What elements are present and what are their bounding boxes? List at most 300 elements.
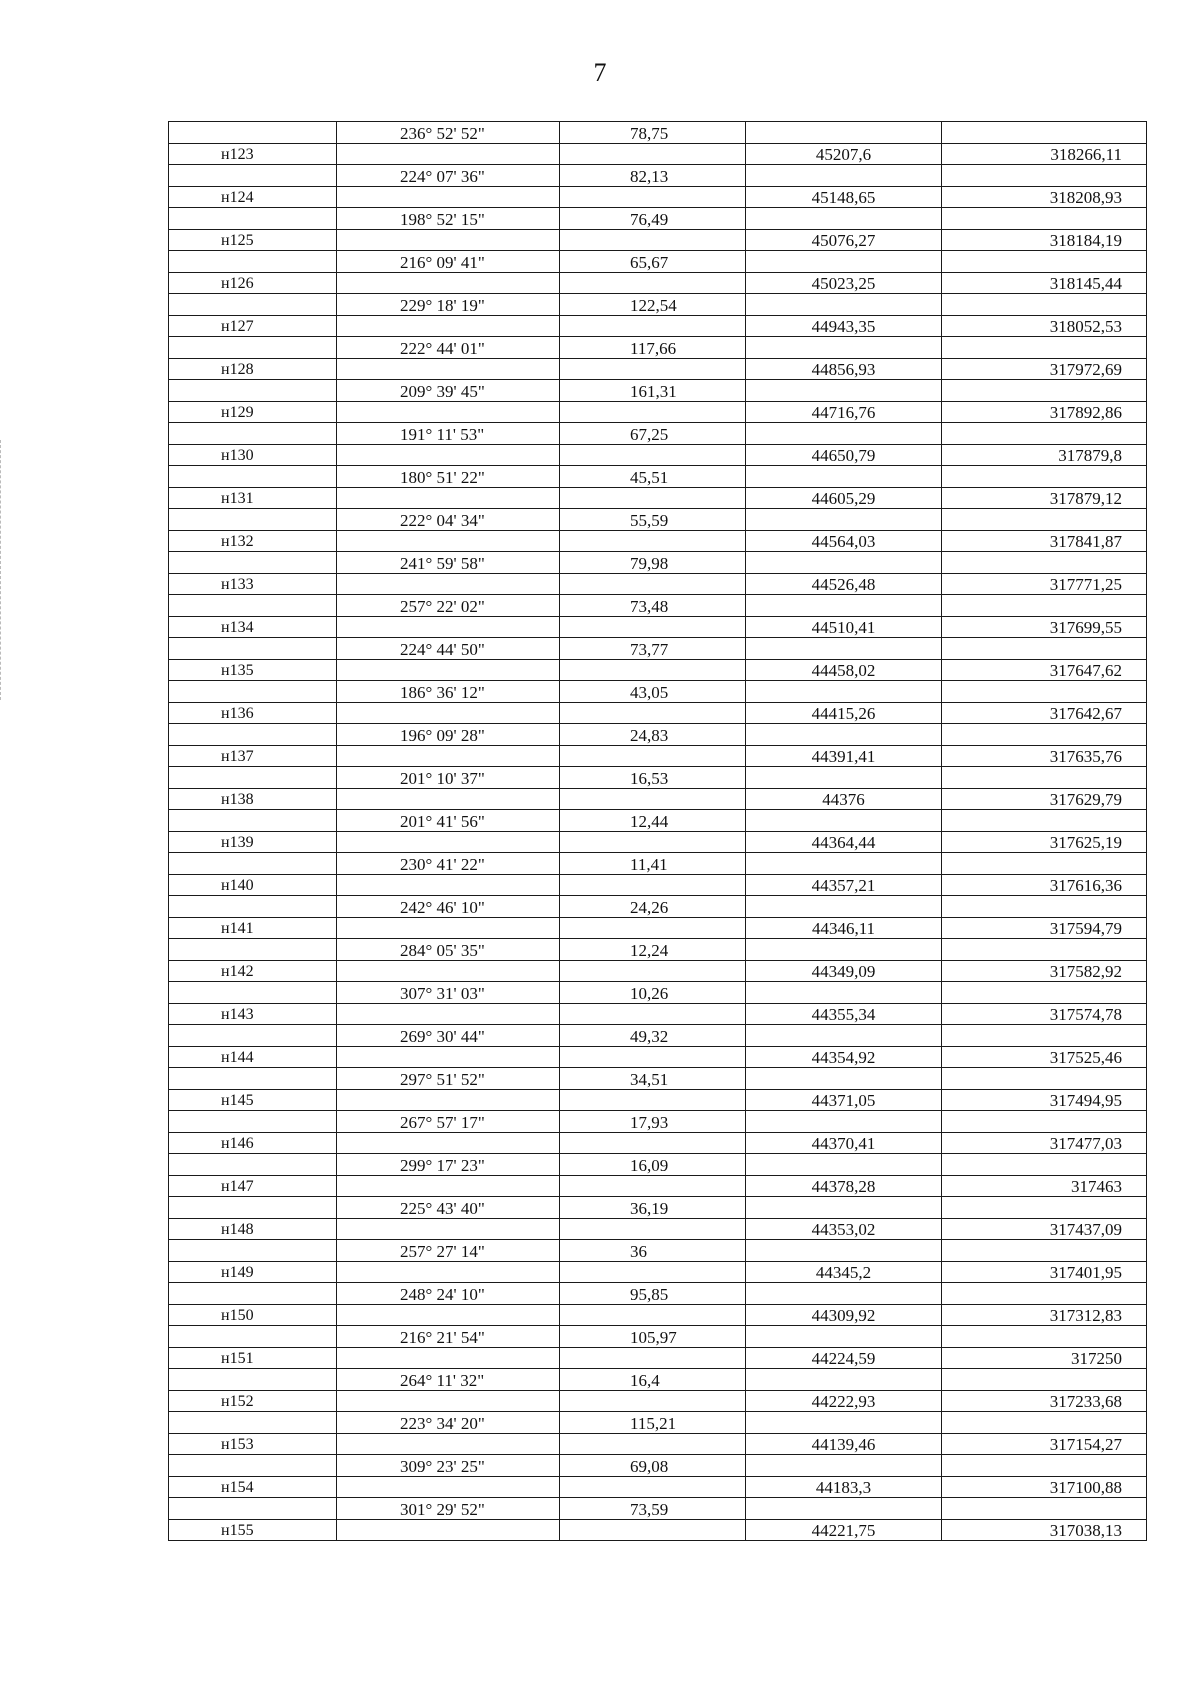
empty-cell <box>560 573 746 595</box>
direction-angle-cell: 307° 31' 03" <box>337 982 560 1004</box>
page-number: 7 <box>593 58 607 87</box>
point-row <box>169 745 1147 767</box>
point-row <box>169 487 1147 509</box>
empty-cell <box>746 767 942 789</box>
y-coordinate-cell: 317635,76 <box>942 745 1147 767</box>
distance-cell: 95,85 <box>560 1283 746 1305</box>
empty-cell <box>942 294 1147 316</box>
empty-cell <box>942 337 1147 359</box>
empty-cell <box>746 1111 942 1133</box>
empty-cell <box>942 122 1147 144</box>
point-id-cell: н148 <box>169 1218 337 1240</box>
empty-cell <box>746 251 942 273</box>
empty-cell <box>746 1455 942 1477</box>
distance-cell: 16,09 <box>560 1154 746 1176</box>
distance-cell: 17,93 <box>560 1111 746 1133</box>
segment-row <box>169 724 1147 746</box>
direction-angle-cell: 225° 43' 40" <box>337 1197 560 1219</box>
point-row <box>169 1304 1147 1326</box>
point-row <box>169 143 1147 165</box>
direction-angle-cell: 209° 39' 45" <box>337 380 560 402</box>
point-id-cell: н124 <box>169 186 337 208</box>
distance-cell: 73,59 <box>560 1498 746 1520</box>
empty-cell <box>942 251 1147 273</box>
empty-cell <box>337 831 560 853</box>
point-id-cell: н144 <box>169 1046 337 1068</box>
empty-cell <box>942 810 1147 832</box>
empty-cell <box>169 1455 337 1477</box>
segment-row <box>169 337 1147 359</box>
point-id-cell: н135 <box>169 659 337 681</box>
empty-cell <box>169 810 337 832</box>
direction-angle-cell: 201° 10' 37" <box>337 767 560 789</box>
distance-cell: 82,13 <box>560 165 746 187</box>
empty-cell <box>560 1218 746 1240</box>
empty-cell <box>560 358 746 380</box>
margin-scan-marks <box>0 440 4 700</box>
point-id-cell: н137 <box>169 745 337 767</box>
distance-cell: 73,48 <box>560 595 746 617</box>
empty-cell <box>560 1046 746 1068</box>
empty-cell <box>942 1240 1147 1262</box>
distance-cell: 69,08 <box>560 1455 746 1477</box>
x-coordinate-cell: 44345,2 <box>746 1261 942 1283</box>
y-coordinate-cell: 318052,53 <box>942 315 1147 337</box>
x-coordinate-cell: 44371,05 <box>746 1089 942 1111</box>
empty-cell <box>169 1412 337 1434</box>
empty-cell <box>169 982 337 1004</box>
point-id-cell: н154 <box>169 1476 337 1498</box>
y-coordinate-cell: 317038,13 <box>942 1519 1147 1541</box>
segment-row <box>169 208 1147 230</box>
empty-cell <box>560 960 746 982</box>
empty-cell <box>746 982 942 1004</box>
empty-cell <box>746 724 942 746</box>
empty-cell <box>169 1240 337 1262</box>
point-id-cell: н140 <box>169 874 337 896</box>
y-coordinate-cell: 317582,92 <box>942 960 1147 982</box>
empty-cell <box>942 681 1147 703</box>
empty-cell <box>560 1175 746 1197</box>
point-id-cell: н143 <box>169 1003 337 1025</box>
y-coordinate-cell: 317699,55 <box>942 616 1147 638</box>
empty-cell <box>942 1283 1147 1305</box>
y-coordinate-cell: 317642,67 <box>942 702 1147 724</box>
empty-cell <box>169 896 337 918</box>
empty-cell <box>560 1347 746 1369</box>
y-coordinate-cell: 317154,27 <box>942 1433 1147 1455</box>
point-row <box>169 530 1147 552</box>
empty-cell <box>169 466 337 488</box>
empty-cell <box>942 165 1147 187</box>
empty-cell <box>169 423 337 445</box>
empty-cell <box>560 1132 746 1154</box>
point-id-cell: н134 <box>169 616 337 638</box>
empty-cell <box>560 1390 746 1412</box>
point-id-cell: н123 <box>169 143 337 165</box>
point-row <box>169 1433 1147 1455</box>
empty-cell <box>746 1283 942 1305</box>
direction-angle-cell: 222° 04' 34" <box>337 509 560 531</box>
x-coordinate-cell: 44526,48 <box>746 573 942 595</box>
segment-row <box>169 552 1147 574</box>
direction-angle-cell: 269° 30' 44" <box>337 1025 560 1047</box>
empty-cell <box>337 788 560 810</box>
point-row <box>169 186 1147 208</box>
empty-cell <box>337 530 560 552</box>
segment-row <box>169 1369 1147 1391</box>
empty-cell <box>337 401 560 423</box>
direction-angle-cell: 196° 09' 28" <box>337 724 560 746</box>
segment-row <box>169 122 1147 144</box>
empty-cell <box>746 466 942 488</box>
direction-angle-cell: 230° 41' 22" <box>337 853 560 875</box>
empty-cell <box>560 788 746 810</box>
segment-row <box>169 853 1147 875</box>
x-coordinate-cell: 44376 <box>746 788 942 810</box>
point-row <box>169 358 1147 380</box>
x-coordinate-cell: 44224,59 <box>746 1347 942 1369</box>
empty-cell <box>746 380 942 402</box>
empty-cell <box>337 659 560 681</box>
distance-cell: 12,24 <box>560 939 746 961</box>
x-coordinate-cell: 44391,41 <box>746 745 942 767</box>
empty-cell <box>337 1003 560 1025</box>
point-id-cell: н145 <box>169 1089 337 1111</box>
point-row <box>169 315 1147 337</box>
empty-cell <box>560 702 746 724</box>
segment-row <box>169 939 1147 961</box>
segment-row <box>169 1025 1147 1047</box>
distance-cell: 45,51 <box>560 466 746 488</box>
segment-row <box>169 380 1147 402</box>
empty-cell <box>337 143 560 165</box>
x-coordinate-cell: 44716,76 <box>746 401 942 423</box>
y-coordinate-cell: 317841,87 <box>942 530 1147 552</box>
point-row <box>169 788 1147 810</box>
empty-cell <box>337 186 560 208</box>
distance-cell: 117,66 <box>560 337 746 359</box>
x-coordinate-cell: 45076,27 <box>746 229 942 251</box>
x-coordinate-cell: 44943,35 <box>746 315 942 337</box>
x-coordinate-cell: 45023,25 <box>746 272 942 294</box>
empty-cell <box>942 595 1147 617</box>
x-coordinate-cell: 44564,03 <box>746 530 942 552</box>
empty-cell <box>337 874 560 896</box>
distance-cell: 10,26 <box>560 982 746 1004</box>
empty-cell <box>337 960 560 982</box>
point-row <box>169 444 1147 466</box>
direction-angle-cell: 180° 51' 22" <box>337 466 560 488</box>
empty-cell <box>746 1240 942 1262</box>
segment-row <box>169 466 1147 488</box>
distance-cell: 65,67 <box>560 251 746 273</box>
y-coordinate-cell: 317250 <box>942 1347 1147 1369</box>
empty-cell <box>169 251 337 273</box>
empty-cell <box>560 1089 746 1111</box>
direction-angle-cell: 236° 52' 52" <box>337 122 560 144</box>
segment-row <box>169 1455 1147 1477</box>
point-row <box>169 1390 1147 1412</box>
segment-row <box>169 1326 1147 1348</box>
point-id-cell: н150 <box>169 1304 337 1326</box>
empty-cell <box>169 1025 337 1047</box>
empty-cell <box>169 337 337 359</box>
point-row <box>169 1476 1147 1498</box>
direction-angle-cell: 297° 51' 52" <box>337 1068 560 1090</box>
empty-cell <box>942 1197 1147 1219</box>
segment-row <box>169 638 1147 660</box>
segment-row <box>169 165 1147 187</box>
empty-cell <box>942 982 1147 1004</box>
coordinates-table <box>168 121 1147 1541</box>
empty-cell <box>746 552 942 574</box>
segment-row <box>169 767 1147 789</box>
empty-cell <box>746 1154 942 1176</box>
segment-row <box>169 251 1147 273</box>
empty-cell <box>169 1197 337 1219</box>
distance-cell: 105,97 <box>560 1326 746 1348</box>
segment-row <box>169 896 1147 918</box>
empty-cell <box>337 229 560 251</box>
empty-cell <box>337 1476 560 1498</box>
point-id-cell: н147 <box>169 1175 337 1197</box>
y-coordinate-cell: 317972,69 <box>942 358 1147 380</box>
empty-cell <box>746 294 942 316</box>
empty-cell <box>337 1390 560 1412</box>
point-row <box>169 1089 1147 1111</box>
point-row <box>169 659 1147 681</box>
empty-cell <box>560 874 746 896</box>
distance-cell: 16,4 <box>560 1369 746 1391</box>
point-row <box>169 1175 1147 1197</box>
segment-row <box>169 294 1147 316</box>
empty-cell <box>337 1519 560 1541</box>
point-id-cell: н153 <box>169 1433 337 1455</box>
x-coordinate-cell: 44353,02 <box>746 1218 942 1240</box>
y-coordinate-cell: 317594,79 <box>942 917 1147 939</box>
empty-cell <box>942 1412 1147 1434</box>
empty-cell <box>169 1326 337 1348</box>
y-coordinate-cell: 317494,95 <box>942 1089 1147 1111</box>
direction-angle-cell: 241° 59' 58" <box>337 552 560 574</box>
empty-cell <box>746 939 942 961</box>
segment-row <box>169 1283 1147 1305</box>
direction-angle-cell: 216° 09' 41" <box>337 251 560 273</box>
segment-row <box>169 810 1147 832</box>
direction-angle-cell: 191° 11' 53" <box>337 423 560 445</box>
point-id-cell: н149 <box>169 1261 337 1283</box>
direction-angle-cell: 186° 36' 12" <box>337 681 560 703</box>
empty-cell <box>169 1369 337 1391</box>
direction-angle-cell: 301° 29' 52" <box>337 1498 560 1520</box>
direction-angle-cell: 257° 22' 02" <box>337 595 560 617</box>
point-id-cell: н132 <box>169 530 337 552</box>
segment-row <box>169 423 1147 445</box>
direction-angle-cell: 229° 18' 19" <box>337 294 560 316</box>
distance-cell: 24,26 <box>560 896 746 918</box>
point-row <box>169 272 1147 294</box>
empty-cell <box>337 1347 560 1369</box>
direction-angle-cell: 223° 34' 20" <box>337 1412 560 1434</box>
y-coordinate-cell: 318184,19 <box>942 229 1147 251</box>
distance-cell: 78,75 <box>560 122 746 144</box>
empty-cell <box>560 186 746 208</box>
direction-angle-cell: 201° 41' 56" <box>337 810 560 832</box>
x-coordinate-cell: 44355,34 <box>746 1003 942 1025</box>
empty-cell <box>746 208 942 230</box>
empty-cell <box>560 272 746 294</box>
coordinates-table-body <box>169 122 1147 1541</box>
empty-cell <box>560 401 746 423</box>
empty-cell <box>560 1003 746 1025</box>
segment-row <box>169 1068 1147 1090</box>
empty-cell <box>560 616 746 638</box>
empty-cell <box>560 487 746 509</box>
empty-cell <box>746 595 942 617</box>
distance-cell: 24,83 <box>560 724 746 746</box>
empty-cell <box>169 380 337 402</box>
y-coordinate-cell: 317892,86 <box>942 401 1147 423</box>
point-id-cell: н131 <box>169 487 337 509</box>
distance-cell: 55,59 <box>560 509 746 531</box>
x-coordinate-cell: 44357,21 <box>746 874 942 896</box>
empty-cell <box>337 917 560 939</box>
distance-cell: 67,25 <box>560 423 746 445</box>
x-coordinate-cell: 44346,11 <box>746 917 942 939</box>
empty-cell <box>169 853 337 875</box>
empty-cell <box>746 810 942 832</box>
distance-cell: 34,51 <box>560 1068 746 1090</box>
point-id-cell: н142 <box>169 960 337 982</box>
empty-cell <box>942 509 1147 531</box>
direction-angle-cell: 198° 52' 15" <box>337 208 560 230</box>
empty-cell <box>942 208 1147 230</box>
point-id-cell: н146 <box>169 1132 337 1154</box>
empty-cell <box>337 573 560 595</box>
empty-cell <box>337 745 560 767</box>
y-coordinate-cell: 317879,12 <box>942 487 1147 509</box>
empty-cell <box>560 1476 746 1498</box>
direction-angle-cell: 216° 21' 54" <box>337 1326 560 1348</box>
distance-cell: 79,98 <box>560 552 746 574</box>
empty-cell <box>337 1261 560 1283</box>
x-coordinate-cell: 44349,09 <box>746 960 942 982</box>
y-coordinate-cell: 318145,44 <box>942 272 1147 294</box>
direction-angle-cell: 267° 57' 17" <box>337 1111 560 1133</box>
point-row <box>169 874 1147 896</box>
empty-cell <box>337 702 560 724</box>
point-row <box>169 1347 1147 1369</box>
empty-cell <box>942 853 1147 875</box>
empty-cell <box>942 896 1147 918</box>
empty-cell <box>942 380 1147 402</box>
distance-cell: 73,77 <box>560 638 746 660</box>
point-row <box>169 1261 1147 1283</box>
point-id-cell: н155 <box>169 1519 337 1541</box>
distance-cell: 12,44 <box>560 810 746 832</box>
y-coordinate-cell: 317574,78 <box>942 1003 1147 1025</box>
empty-cell <box>746 337 942 359</box>
point-id-cell: н138 <box>169 788 337 810</box>
empty-cell <box>169 1283 337 1305</box>
x-coordinate-cell: 44605,29 <box>746 487 942 509</box>
empty-cell <box>560 831 746 853</box>
point-row <box>169 917 1147 939</box>
direction-angle-cell: 264° 11' 32" <box>337 1369 560 1391</box>
empty-cell <box>942 1068 1147 1090</box>
empty-cell <box>169 1154 337 1176</box>
empty-cell <box>560 1261 746 1283</box>
empty-cell <box>560 659 746 681</box>
point-id-cell: н129 <box>169 401 337 423</box>
empty-cell <box>746 423 942 445</box>
empty-cell <box>337 1175 560 1197</box>
empty-cell <box>337 1433 560 1455</box>
segment-row <box>169 1111 1147 1133</box>
segment-row <box>169 509 1147 531</box>
direction-angle-cell: 222° 44' 01" <box>337 337 560 359</box>
point-row <box>169 1218 1147 1240</box>
x-coordinate-cell: 44510,41 <box>746 616 942 638</box>
point-row <box>169 1519 1147 1541</box>
segment-row <box>169 595 1147 617</box>
empty-cell <box>169 122 337 144</box>
direction-angle-cell: 309° 23' 25" <box>337 1455 560 1477</box>
empty-cell <box>942 466 1147 488</box>
distance-cell: 43,05 <box>560 681 746 703</box>
y-coordinate-cell: 317647,62 <box>942 659 1147 681</box>
empty-cell <box>337 1132 560 1154</box>
empty-cell <box>746 1025 942 1047</box>
point-id-cell: н152 <box>169 1390 337 1412</box>
y-coordinate-cell: 317525,46 <box>942 1046 1147 1068</box>
empty-cell <box>169 208 337 230</box>
distance-cell: 76,49 <box>560 208 746 230</box>
point-id-cell: н127 <box>169 315 337 337</box>
segment-row <box>169 1154 1147 1176</box>
empty-cell <box>746 681 942 703</box>
segment-row <box>169 1197 1147 1219</box>
empty-cell <box>746 122 942 144</box>
empty-cell <box>169 939 337 961</box>
x-coordinate-cell: 44354,92 <box>746 1046 942 1068</box>
distance-cell: 49,32 <box>560 1025 746 1047</box>
point-id-cell: н133 <box>169 573 337 595</box>
x-coordinate-cell: 44309,92 <box>746 1304 942 1326</box>
distance-cell: 36 <box>560 1240 746 1262</box>
empty-cell <box>169 767 337 789</box>
empty-cell <box>942 638 1147 660</box>
empty-cell <box>746 1412 942 1434</box>
point-id-cell: н151 <box>169 1347 337 1369</box>
y-coordinate-cell: 317625,19 <box>942 831 1147 853</box>
y-coordinate-cell: 317629,79 <box>942 788 1147 810</box>
y-coordinate-cell: 317437,09 <box>942 1218 1147 1240</box>
empty-cell <box>942 552 1147 574</box>
empty-cell <box>746 638 942 660</box>
y-coordinate-cell: 317616,36 <box>942 874 1147 896</box>
empty-cell <box>337 487 560 509</box>
point-row <box>169 702 1147 724</box>
distance-cell: 115,21 <box>560 1412 746 1434</box>
empty-cell <box>746 165 942 187</box>
empty-cell <box>169 724 337 746</box>
empty-cell <box>560 1519 746 1541</box>
y-coordinate-cell: 317233,68 <box>942 1390 1147 1412</box>
empty-cell <box>169 509 337 531</box>
point-row <box>169 616 1147 638</box>
